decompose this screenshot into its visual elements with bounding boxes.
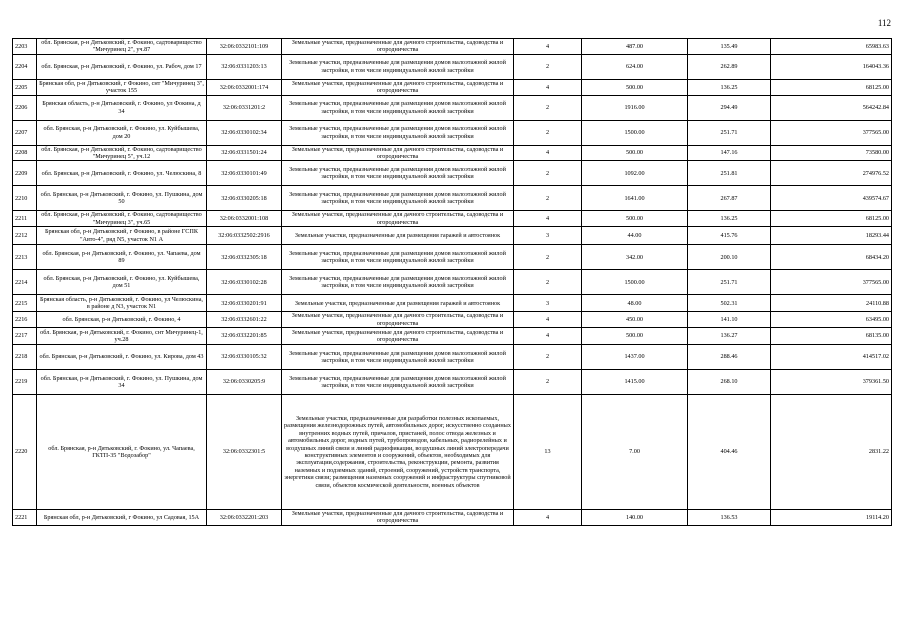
area-cell: 1437.00 xyxy=(582,345,688,370)
cadastral-value-cell: 68125.00 xyxy=(771,79,892,95)
category-cell: 3 xyxy=(514,295,582,312)
land-registry-table xyxy=(12,38,892,526)
table-row xyxy=(13,227,892,245)
land-use-cell: Земельные участки, предназначенные для дачного строительства, садоводства и огородничества xyxy=(282,328,514,345)
cadastral-number-cell: 32:06:0332001:108 xyxy=(207,211,282,227)
rate-cell: 251.71 xyxy=(688,270,771,295)
rate-cell: 262.89 xyxy=(688,54,771,79)
category-cell: 4 xyxy=(514,39,582,55)
row-number: 2208 xyxy=(13,145,37,161)
cadastral-value-cell: 18293.44 xyxy=(771,227,892,245)
cadastral-value-cell: 19114.20 xyxy=(771,510,892,526)
cadastral-value-cell: 24110.88 xyxy=(771,295,892,312)
table-row xyxy=(13,345,892,370)
table-row xyxy=(13,245,892,270)
row-number: 2204 xyxy=(13,54,37,79)
table-row xyxy=(13,328,892,345)
cadastral-value-cell: 564242.84 xyxy=(771,95,892,120)
land-use-cell: Земельные участки, предназначенные для дачного строительства, садоводства и огородничества xyxy=(282,312,514,328)
area-cell: 1641.00 xyxy=(582,186,688,211)
land-use-cell: Земельные участки, предназначенные для дачного строительства, садоводства и огородничества xyxy=(282,145,514,161)
category-cell: 4 xyxy=(514,79,582,95)
land-use-cell: Земельные участки, предназначенные для размещения домов малоэтажной жилой застройки, в том числе индивидуальной жилой застройки xyxy=(282,370,514,395)
land-use-cell: Земельные участки, предназначенные для размещения домов малоэтажной жилой застройки, в том числе индивидуальной жилой застройки xyxy=(282,186,514,211)
cadastral-number-cell: 32:06:0331501:24 xyxy=(207,145,282,161)
area-cell: 1500.00 xyxy=(582,270,688,295)
address-cell: обл. Брянская, р-н Дятьковский, г. Фокино, ул. Куйбышева, дом 51 xyxy=(37,270,207,295)
rate-cell: 136.27 xyxy=(688,328,771,345)
table-row xyxy=(13,395,892,510)
area-cell: 1415.00 xyxy=(582,370,688,395)
area-cell: 487.00 xyxy=(582,39,688,55)
rate-cell: 141.10 xyxy=(688,312,771,328)
rate-cell: 251.71 xyxy=(688,120,771,145)
cadastral-value-cell: 68125.00 xyxy=(771,211,892,227)
category-cell: 2 xyxy=(514,95,582,120)
cadastral-number-cell: 32:06:0332001:174 xyxy=(207,79,282,95)
cadastral-value-cell: 65983.63 xyxy=(771,39,892,55)
cadastral-value-cell: 63495.00 xyxy=(771,312,892,328)
area-cell: 140.00 xyxy=(582,510,688,526)
area-cell: 1500.00 xyxy=(582,120,688,145)
table-row xyxy=(13,79,892,95)
address-cell: обл. Брянская, р-н Дятьковский, г. Фокино, ул. Рабоч, дом 17 xyxy=(37,54,207,79)
address-cell: обл. Брянская, р-н Дятьковский, г. Фокино, ул. Пушкина, дом 50 xyxy=(37,186,207,211)
row-number: 2211 xyxy=(13,211,37,227)
row-number: 2215 xyxy=(13,295,37,312)
cadastral-number-cell: 32:06:0332601:22 xyxy=(207,312,282,328)
land-use-cell: Земельные участки, предназначенные для дачного строительства, садоводства и огородничества xyxy=(282,211,514,227)
row-number: 2212 xyxy=(13,227,37,245)
row-number: 2205 xyxy=(13,79,37,95)
category-cell: 2 xyxy=(514,54,582,79)
rate-cell: 200.10 xyxy=(688,245,771,270)
land-use-cell: Земельные участки, предназначенные для размещения домов малоэтажной жилой застройки, в том числе индивидуальной жилой застройки xyxy=(282,54,514,79)
cadastral-number-cell: 32:06:0330205:9 xyxy=(207,370,282,395)
area-cell: 7.00 xyxy=(582,395,688,510)
area-cell: 450.00 xyxy=(582,312,688,328)
category-cell: 2 xyxy=(514,186,582,211)
page-number: 112 xyxy=(877,18,891,28)
table-row xyxy=(13,370,892,395)
row-number: 2216 xyxy=(13,312,37,328)
area-cell: 48.00 xyxy=(582,295,688,312)
category-cell: 4 xyxy=(514,145,582,161)
area-cell: 500.00 xyxy=(582,328,688,345)
cadastral-value-cell: 164043.36 xyxy=(771,54,892,79)
cadastral-number-cell: 32:06:0331203:13 xyxy=(207,54,282,79)
area-cell: 500.00 xyxy=(582,145,688,161)
land-use-cell: Земельные участки, предназначенные для дачного строительства, садоводства и огородничества xyxy=(282,510,514,526)
rate-cell: 294.49 xyxy=(688,95,771,120)
land-use-cell: Земельные участки, предназначенные для размещения гаражей и автостоянок xyxy=(282,227,514,245)
cadastral-value-cell: 73580.00 xyxy=(771,145,892,161)
address-cell: Брянская область, р-н Дятьковский, г. Фокино, ул Фокина, д 34 xyxy=(37,95,207,120)
land-use-cell: Земельные участки, предназначенные для размещения гаражей и автостоянок xyxy=(282,295,514,312)
row-number: 2214 xyxy=(13,270,37,295)
rate-cell: 288.46 xyxy=(688,345,771,370)
address-cell: обл. Брянская, р-н Дятьковский, г. Фокино, садтоварищество "Мичуринец 3", уч.65 xyxy=(37,211,207,227)
cadastral-value-cell: 379361.50 xyxy=(771,370,892,395)
cadastral-number-cell: 32:06:0330201:91 xyxy=(207,295,282,312)
cadastral-number-cell: 32:06:0332305:18 xyxy=(207,245,282,270)
land-use-cell: Земельные участки, предназначенные для разработки полезных ископаемых, размещения железнодорожных путей, автомобильных дорог, искусственно созданных внутренних водных путей, причалов, пристаней, полос отвода железных и автомобильных дорог, водных путей, трубопроводов, кабельных, радиорелейных и воздушных линий связи и линий радиофикации, воздушных линий электропередачи конструктивных элементов и сооружений, объектов, необходимых для эксплуатации,содержания, строительства, реконструкции, ремонта, развития наземных и подземных зданий, строений, сооружений, устройств транспорта, энергетики связи; размещения наземных сооружений и инфраструктуры спутниковой связи, объектов космической деятельности, военных объектов xyxy=(282,395,514,510)
category-cell: 3 xyxy=(514,227,582,245)
area-cell: 624.00 xyxy=(582,54,688,79)
table-body xyxy=(13,39,892,526)
cadastral-number-cell: 32:06:0330205:18 xyxy=(207,186,282,211)
cadastral-value-cell: 377565.00 xyxy=(771,270,892,295)
table-row xyxy=(13,54,892,79)
address-cell: обл. Брянская, р-н Дятьковский, г. Фокино, ул. Куйбышева, дом 20 xyxy=(37,120,207,145)
land-use-cell: Земельные участки, предназначенные для размещения домов малоэтажной жилой застройки, в том числе индивидуальной жилой застройки xyxy=(282,345,514,370)
rate-cell: 415.76 xyxy=(688,227,771,245)
row-number: 2209 xyxy=(13,161,37,186)
address-cell: обл. Брянская, р-н Дятьковский, г. Фокино, ул. Чапаева, ГКТП-35 "Водозабор" xyxy=(37,395,207,510)
cadastral-value-cell: 68434.20 xyxy=(771,245,892,270)
row-number: 2219 xyxy=(13,370,37,395)
cadastral-number-cell: 32:06:0332201:85 xyxy=(207,328,282,345)
area-cell: 500.00 xyxy=(582,79,688,95)
cadastral-value-cell: 439574.67 xyxy=(771,186,892,211)
rate-cell: 136.25 xyxy=(688,79,771,95)
cadastral-value-cell: 2831.22 xyxy=(771,395,892,510)
cadastral-number-cell: 32:06:0330101:49 xyxy=(207,161,282,186)
land-use-cell: Земельные участки, предназначенные для размещения домов малоэтажной жилой застройки, в том числе индивидуальной жилой застройки xyxy=(282,270,514,295)
address-cell: обл. Брянская, р-н Дятьковский, г. Фокино, ул. Чапаева, дом 89 xyxy=(37,245,207,270)
rate-cell: 502.31 xyxy=(688,295,771,312)
cadastral-number-cell: 32:06:0330102:34 xyxy=(207,120,282,145)
address-cell: обл. Брянская, р-н Дятьковский, г. Фокино, снт Мичуринец-1, уч.28 xyxy=(37,328,207,345)
cadastral-number-cell: 32:06:0332201:203 xyxy=(207,510,282,526)
address-cell: обл. Брянская, р-н Дятьковский, г. Фокино, 4 xyxy=(37,312,207,328)
address-cell: Брянская обл, р-н Дятьковский, г Фокино, в районе ГСПК "Авто-4", ряд N5, участок N1 А xyxy=(37,227,207,245)
category-cell: 4 xyxy=(514,510,582,526)
row-number: 2207 xyxy=(13,120,37,145)
land-use-cell: Земельные участки, предназначенные для дачного строительства, садоводства и огородничества xyxy=(282,39,514,55)
cadastral-number-cell: 32:06:0331201:2 xyxy=(207,95,282,120)
address-cell: обл. Брянская, р-н Дятьковский, г. Фокино, ул. Челюскина, 8 xyxy=(37,161,207,186)
rate-cell: 268.10 xyxy=(688,370,771,395)
category-cell: 2 xyxy=(514,120,582,145)
land-use-cell: Земельные участки, предназначенные для размещения домов малоэтажной жилой застройки, в том числе индивидуальной жилой застройки xyxy=(282,95,514,120)
area-cell: 1916.00 xyxy=(582,95,688,120)
cadastral-number-cell: 32:06:0330102:28 xyxy=(207,270,282,295)
cadastral-value-cell: 377565.00 xyxy=(771,120,892,145)
category-cell: 2 xyxy=(514,245,582,270)
land-use-cell: Земельные участки, предназначенные для размещения домов малоэтажной жилой застройки, в том числе индивидуальной жилой застройки xyxy=(282,245,514,270)
category-cell: 2 xyxy=(514,345,582,370)
rate-cell: 136.53 xyxy=(688,510,771,526)
cadastral-number-cell: 32:06:0332502:2916 xyxy=(207,227,282,245)
rate-cell: 135.49 xyxy=(688,39,771,55)
table-row xyxy=(13,211,892,227)
category-cell: 4 xyxy=(514,312,582,328)
cadastral-value-cell: 68135.00 xyxy=(771,328,892,345)
category-cell: 2 xyxy=(514,161,582,186)
land-use-cell: Земельные участки, предназначенные для размещения домов малоэтажной жилой застройки, в том числе индивидуальной жилой застройки xyxy=(282,120,514,145)
address-cell: обл. Брянская, р-н Дятьковский, г. Фокино, ул. Кирова, дом 43 xyxy=(37,345,207,370)
row-number: 2210 xyxy=(13,186,37,211)
rate-cell: 404.46 xyxy=(688,395,771,510)
address-cell: обл. Брянская, р-н Дятьковский, г. Фокино, садтоварищество "Мичуринец 2", уч.87 xyxy=(37,39,207,55)
row-number: 2220 xyxy=(13,395,37,510)
rate-cell: 267.87 xyxy=(688,186,771,211)
address-cell: обл. Брянская, р-н Дятьковский, г. Фокино, ул. Пушкина, дом 34 xyxy=(37,370,207,395)
category-cell: 13 xyxy=(514,395,582,510)
land-use-cell: Земельные участки, предназначенные для дачного строительства, садоводства и огородничества xyxy=(282,79,514,95)
address-cell: обл. Брянская, р-н Дятьковский, г. Фокино, садтоварищество "Мичуринец 5", уч.12 xyxy=(37,145,207,161)
table-row xyxy=(13,145,892,161)
address-cell: Брянская обл, р-н Дятьковский, г Фокино, ул Садовая, 15А xyxy=(37,510,207,526)
table-row xyxy=(13,39,892,55)
cadastral-number-cell: 32:06:0332301:5 xyxy=(207,395,282,510)
row-number: 2221 xyxy=(13,510,37,526)
area-cell: 342.00 xyxy=(582,245,688,270)
category-cell: 2 xyxy=(514,270,582,295)
address-cell: Брянская обл, р-н Дятьковский, г Фокино, снт "Мичуринец 3", участок 155 xyxy=(37,79,207,95)
row-number: 2218 xyxy=(13,345,37,370)
cadastral-value-cell: 274976.52 xyxy=(771,161,892,186)
rate-cell: 147.16 xyxy=(688,145,771,161)
category-cell: 2 xyxy=(514,370,582,395)
land-use-cell: Земельные участки, предназначенные для размещения домов малоэтажной жилой застройки, в том числе индивидуальной жилой застройки xyxy=(282,161,514,186)
area-cell: 500.00 xyxy=(582,211,688,227)
table-row xyxy=(13,161,892,186)
cadastral-number-cell: 32:06:0330105:32 xyxy=(207,345,282,370)
table-row xyxy=(13,186,892,211)
rate-cell: 136.25 xyxy=(688,211,771,227)
cadastral-value-cell: 414517.02 xyxy=(771,345,892,370)
table-row xyxy=(13,270,892,295)
rate-cell: 251.81 xyxy=(688,161,771,186)
table-row xyxy=(13,120,892,145)
table-row xyxy=(13,95,892,120)
cadastral-number-cell: 32:06:0332101:109 xyxy=(207,39,282,55)
category-cell: 4 xyxy=(514,211,582,227)
table-row xyxy=(13,510,892,526)
row-number: 2203 xyxy=(13,39,37,55)
row-number: 2217 xyxy=(13,328,37,345)
area-cell: 44.00 xyxy=(582,227,688,245)
table-row xyxy=(13,295,892,312)
table-row xyxy=(13,312,892,328)
address-cell: Брянская область, р-н Дятьковский, г. Фокино, ул Челюскина, в районе д N3, участок N1 xyxy=(37,295,207,312)
category-cell: 4 xyxy=(514,328,582,345)
row-number: 2206 xyxy=(13,95,37,120)
row-number: 2213 xyxy=(13,245,37,270)
area-cell: 1092.00 xyxy=(582,161,688,186)
